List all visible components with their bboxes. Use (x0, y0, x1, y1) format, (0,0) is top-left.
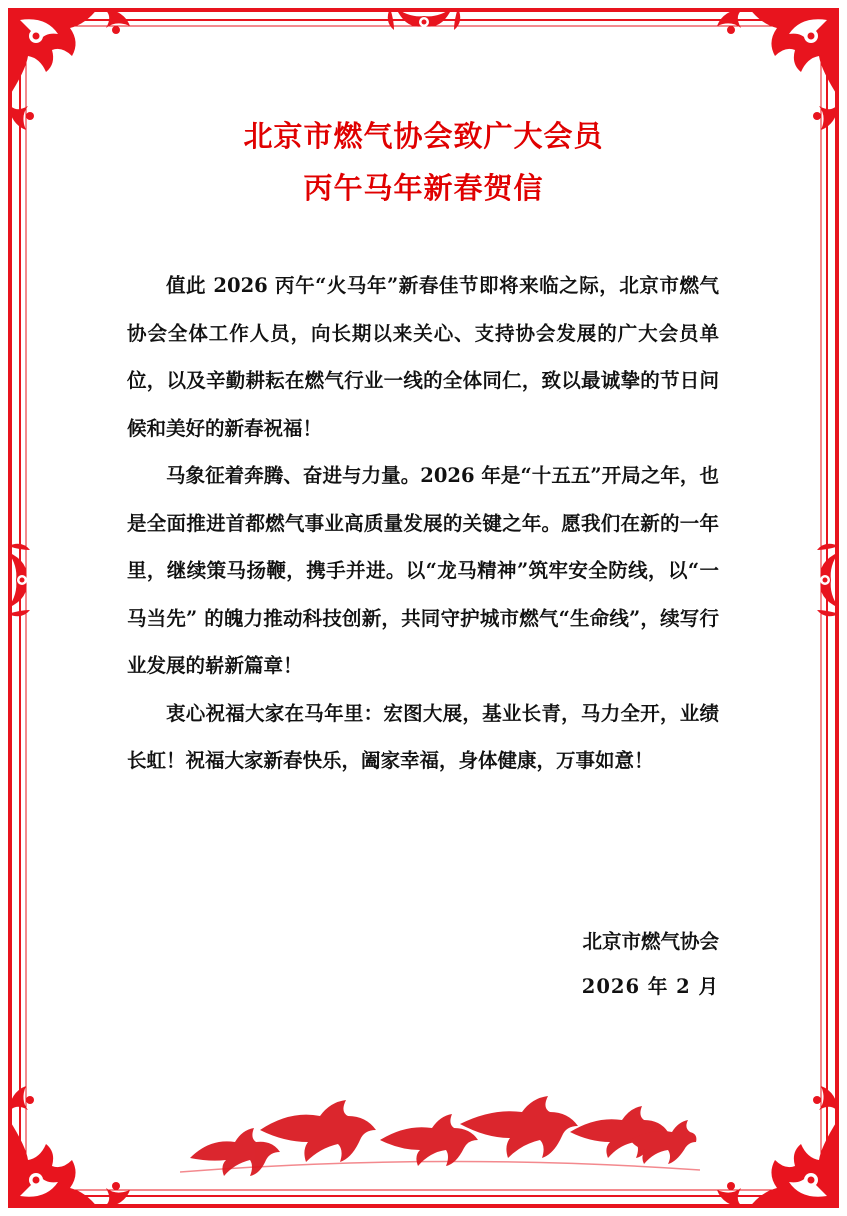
body-paragraph-1: 值此 2026 丙午“火马年”新春佳节即将来临之际，北京市燃气协会全体工作人员，向长期以来关心、支持协会发展的广大会员单位，以及辛勤耕耘在燃气行业一线的全体同仁，致以最诚挚的节日问候和美好的新春祝福！ (127, 274, 719, 440)
signature-organization: 北京市燃气协会 (582, 930, 719, 953)
signature-date: 2026 年 2 月 (581, 975, 719, 998)
body-paragraph-2: 马象征着奔腾、奋进与力量。2026 年是“十五五”开局之年，也是全面推进首都燃气事业高质量发展的关键之年。愿我们在新的一年里，继续策马扬鞭，携手并进。以“龙马精神”筑牢安全防线，以“一马当先” 的魄力推动科技创新，共同守护城市燃气“生命线”，续写行业发展的崭新篇章！ (127, 464, 719, 677)
body-paragraph-3: 衷心祝福大家在马年里：宏图大展，基业长青，马力全开，业绩长虹！祝福大家新春快乐，阖家幸福，身体健康，万事如意！ (127, 701, 719, 772)
letter-body (127, 262, 719, 785)
letter-title-line2: 丙午马年新春贺信 (303, 171, 544, 205)
letter-title-line1: 北京市燃气协会致广大会员 (243, 119, 604, 153)
running-horses-icon (180, 1080, 700, 1180)
